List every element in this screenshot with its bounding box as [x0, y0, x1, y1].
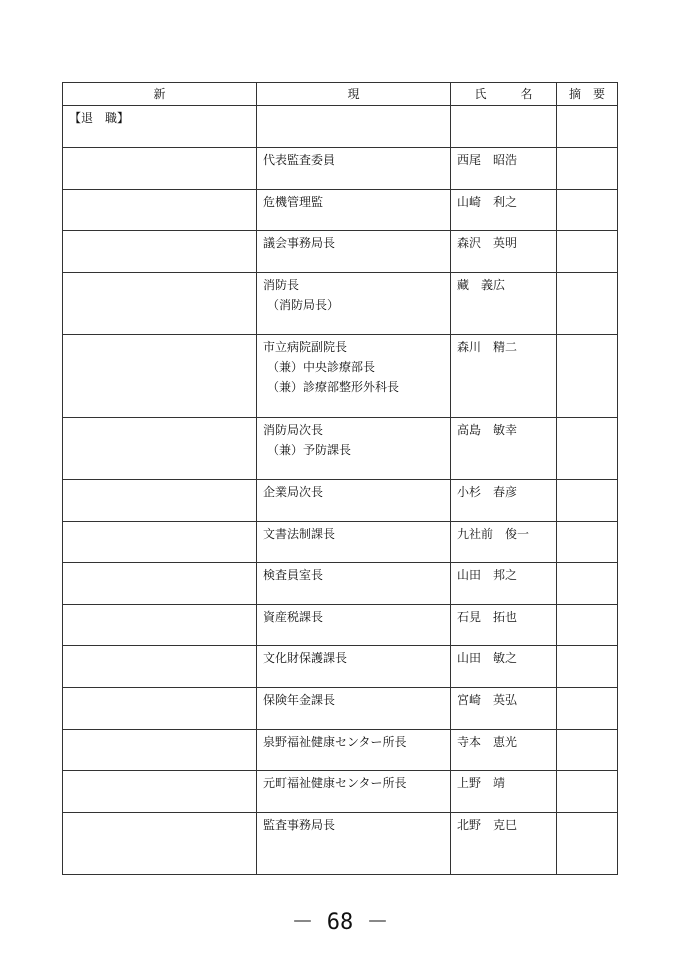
- name-cell: 小杉 春彦: [451, 480, 557, 522]
- current-post-cell: 元町福祉健康センター所長: [257, 771, 451, 813]
- table-header-row: [63, 83, 618, 106]
- current-post-cell: 代表監査委員: [257, 148, 451, 190]
- current-post-cell: 議会事務局長: [257, 231, 451, 273]
- current-post-cell: 検査員室長: [257, 563, 451, 605]
- name-cell: 高島 敏幸: [451, 418, 557, 480]
- name-cell: 森沢 英明: [451, 231, 557, 273]
- current-post-cell: 監査事務局長: [257, 813, 451, 875]
- name-cell: 西尾 昭浩: [451, 148, 557, 190]
- table-row: [63, 730, 618, 771]
- name-cell: 上野 靖: [451, 771, 557, 813]
- name-cell: 藏 義広: [451, 273, 557, 335]
- header-name: 氏 名: [451, 83, 557, 106]
- table-row: [63, 231, 618, 273]
- current-post-cell: 資産税課長: [257, 605, 451, 646]
- name-cell: 山崎 利之: [451, 190, 557, 231]
- current-post-cell: 消防局次長 （兼）予防課長: [257, 418, 451, 480]
- current-post-cell: 文書法制課長: [257, 522, 451, 563]
- section-label: 【退 職】: [69, 111, 130, 125]
- table-row: [63, 190, 618, 231]
- section-label-cell: [63, 106, 257, 148]
- table-row: [63, 563, 618, 605]
- page-number: － 68 －: [291, 910, 389, 935]
- name-cell: 山田 邦之: [451, 563, 557, 605]
- header-current: 現: [257, 83, 451, 106]
- table-row: [63, 646, 618, 688]
- current-post-cell: 保険年金課長: [257, 688, 451, 730]
- table-row: [63, 522, 618, 563]
- name-cell: 宮崎 英弘: [451, 688, 557, 730]
- table-row: [63, 688, 618, 730]
- table-row: [63, 813, 618, 875]
- table-row: [63, 480, 618, 522]
- header-note: 摘 要: [557, 83, 618, 106]
- current-post-cell: 消防長 （消防局長）: [257, 273, 451, 335]
- table-row: [63, 771, 618, 813]
- current-post-cell: 企業局次長: [257, 480, 451, 522]
- table-row-section: [63, 106, 618, 148]
- name-cell: 九社前 俊一: [451, 522, 557, 563]
- table-row: [63, 418, 618, 480]
- personnel-table: [62, 82, 618, 875]
- current-post-cell: 泉野福祉健康センター所長: [257, 730, 451, 771]
- table-row: [63, 605, 618, 646]
- name-cell: 寺本 恵光: [451, 730, 557, 771]
- name-cell: 森川 精二: [451, 335, 557, 418]
- current-post-cell: 危機管理監: [257, 190, 451, 231]
- current-post-cell: 文化財保護課長: [257, 646, 451, 688]
- table-row: [63, 335, 618, 418]
- table-row: [63, 148, 618, 190]
- name-cell: 北野 克巳: [451, 813, 557, 875]
- current-post-cell: 市立病院副院長 （兼）中央診療部長 （兼）診療部整形外科長: [257, 335, 451, 418]
- name-cell: 山田 敏之: [451, 646, 557, 688]
- name-cell: 石見 拓也: [451, 605, 557, 646]
- header-new: 新: [63, 83, 257, 106]
- table-row: [63, 273, 618, 335]
